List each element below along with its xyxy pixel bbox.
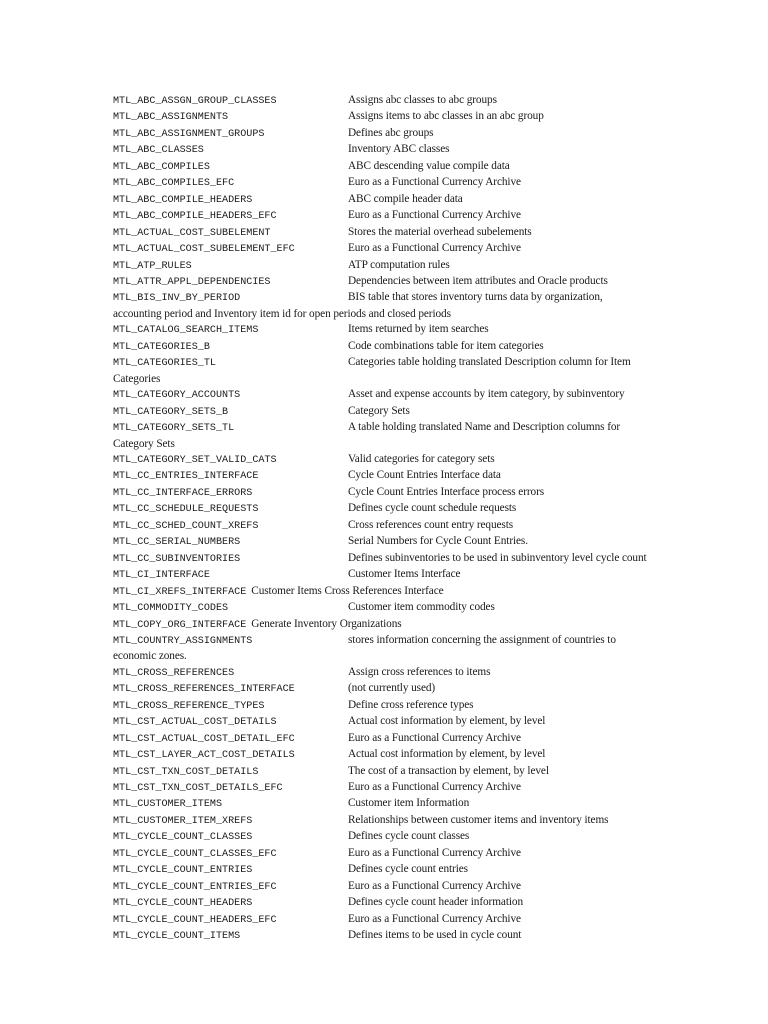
table-name: MTL_CATEGORY_SETS_B xyxy=(113,406,229,418)
list-item xyxy=(113,617,653,633)
table-description: ABC compile header data xyxy=(348,192,463,205)
table-name: MTL_CYCLE_COUNT_CLASSES_EFC xyxy=(113,848,277,860)
list-item xyxy=(113,731,653,747)
table-name: MTL_CATEGORIES_B xyxy=(113,341,210,353)
table-name: MTL_ATP_RULES xyxy=(113,260,192,272)
table-name: MTL_CC_ENTRIES_INTERFACE xyxy=(113,471,259,483)
table-description: Dependencies between item attributes and Oracle products xyxy=(348,274,608,287)
table-name: MTL_CATEGORY_SETS_TL xyxy=(113,423,235,435)
list-item xyxy=(113,846,653,862)
table-description: ATP computation rules xyxy=(348,258,450,271)
table-description: Items returned by item searches xyxy=(348,323,489,336)
table-name: MTL_ABC_ASSGN_GROUP_CLASSES xyxy=(113,96,277,107)
table-description: BIS table that stores inventory turns data by organization, accounting period and Inventory item id for open periods and closed periods xyxy=(113,291,603,320)
table-name: MTL_ATTR_APPL_DEPENDENCIES xyxy=(113,276,271,288)
table-description: Stores the material overhead subelements xyxy=(348,225,532,238)
table-description: Actual cost information by element, by level xyxy=(348,748,546,761)
table-name: MTL_CROSS_REFERENCES xyxy=(113,667,235,679)
table-name: MTL_ACTUAL_COST_SUBELEMENT_EFC xyxy=(113,244,295,256)
list-item xyxy=(113,928,653,944)
list-item xyxy=(113,274,653,290)
table-description: Valid categories for category sets xyxy=(348,452,495,465)
table-description: Defines cycle count header information xyxy=(348,896,523,909)
table-description: Euro as a Functional Currency Archive xyxy=(348,209,521,222)
table-name: MTL_ABC_COMPILE_HEADERS xyxy=(113,194,253,206)
table-description: A table holding translated Name and Description columns for Category Sets xyxy=(113,421,621,450)
table-description: (not currently used) xyxy=(348,682,436,695)
list-item xyxy=(113,404,653,420)
table-description: Cycle Count Entries Interface data xyxy=(348,469,501,482)
table-description: Assigns items to abc classes in an abc group xyxy=(348,110,544,123)
list-item xyxy=(113,747,653,763)
table-name: MTL_CYCLE_COUNT_CLASSES xyxy=(113,832,253,844)
list-item xyxy=(113,879,653,895)
table-description: Defines items to be used in cycle count xyxy=(348,929,522,942)
table-name: MTL_CUSTOMER_ITEM_XREFS xyxy=(113,815,253,827)
table-description: stores information concerning the assignment of countries to economic zones. xyxy=(113,633,616,663)
table-name: MTL_CYCLE_COUNT_HEADERS xyxy=(113,898,253,910)
table-description: Categories table holding translated Description column for Item Categories xyxy=(113,356,631,385)
table-name: MTL_CC_SCHEDULE_REQUESTS xyxy=(113,504,259,516)
list-item xyxy=(113,339,653,355)
table-name: MTL_CST_LAYER_ACT_COST_DETAILS xyxy=(113,750,295,762)
list-item xyxy=(113,468,653,484)
table-description: Define cross reference types xyxy=(348,698,474,711)
table-name: MTL_CUSTOMER_ITEMS xyxy=(113,799,223,811)
table-name: MTL_CST_ACTUAL_COST_DETAIL_EFC xyxy=(113,733,295,745)
list-item xyxy=(113,355,653,387)
list-item xyxy=(113,829,653,845)
list-item xyxy=(113,258,653,274)
list-item xyxy=(113,322,653,338)
list-item xyxy=(113,420,653,452)
table-description: Generate Inventory Organizations xyxy=(251,617,402,630)
table-name: MTL_CROSS_REFERENCES_INTERFACE xyxy=(113,684,295,696)
table-description: Cross references count entry requests xyxy=(348,518,514,531)
list-item xyxy=(113,241,653,257)
list-item xyxy=(113,796,653,812)
list-item xyxy=(113,175,653,191)
list-item xyxy=(113,93,653,109)
table-description: Customer item Information xyxy=(348,797,470,810)
table-name: MTL_CI_XREFS_INTERFACE xyxy=(113,586,247,598)
table-description: Relationships between customer items and inventory items xyxy=(348,813,609,826)
list-item xyxy=(113,551,653,567)
table-name: MTL_CI_INTERFACE xyxy=(113,570,210,582)
list-item xyxy=(113,208,653,224)
table-name: MTL_CATALOG_SEARCH_ITEMS xyxy=(113,325,259,337)
list-item xyxy=(113,813,653,829)
table-name: MTL_ACTUAL_COST_SUBELEMENT xyxy=(113,227,271,239)
table-description: Euro as a Functional Currency Archive xyxy=(348,846,521,859)
table-name: MTL_COMMODITY_CODES xyxy=(113,603,229,615)
list-item xyxy=(113,714,653,730)
table-name: MTL_CYCLE_COUNT_ENTRIES_EFC xyxy=(113,881,277,893)
table-description: Customer item commodity codes xyxy=(348,601,495,614)
list-item xyxy=(113,862,653,878)
list-item xyxy=(113,567,653,583)
table-name: MTL_ABC_ASSIGNMENTS xyxy=(113,112,229,124)
table-name: MTL_CATEGORIES_TL xyxy=(113,358,216,370)
table-description: Defines subinventories to be used in subinventory level cycle count xyxy=(348,551,647,564)
list-item xyxy=(113,485,653,501)
table-description: Defines abc groups xyxy=(348,126,434,139)
table-name: MTL_CC_INTERFACE_ERRORS xyxy=(113,487,253,499)
table-description: The cost of a transaction by element, by level xyxy=(348,764,549,777)
table-name: MTL_ABC_COMPILE_HEADERS_EFC xyxy=(113,211,277,223)
table-description: Inventory ABC classes xyxy=(348,143,450,156)
list-item xyxy=(113,518,653,534)
list-item xyxy=(113,126,653,142)
list-item xyxy=(113,109,653,125)
table-name: MTL_CYCLE_COUNT_HEADERS_EFC xyxy=(113,914,277,926)
table-description: Code combinations table for item categories xyxy=(348,339,544,352)
list-item xyxy=(113,387,653,403)
list-item xyxy=(113,912,653,928)
table-description: Defines cycle count schedule requests xyxy=(348,502,517,515)
table-name: MTL_CST_TXN_COST_DETAILS xyxy=(113,766,259,778)
table-name: MTL_COUNTRY_ASSIGNMENTS xyxy=(113,635,253,647)
table-name: MTL_ABC_COMPILES_EFC xyxy=(113,178,235,190)
table-name: MTL_CC_SUBINVENTORIES xyxy=(113,553,241,565)
list-item xyxy=(113,142,653,158)
table-name: MTL_BIS_INV_BY_PERIOD xyxy=(113,293,241,305)
table-name: MTL_CROSS_REFERENCE_TYPES xyxy=(113,700,265,712)
table-description: ABC descending value compile data xyxy=(348,159,510,172)
table-description: Defines cycle count entries xyxy=(348,863,468,876)
table-description: Customer Items Interface xyxy=(348,568,461,581)
table-name: MTL_CATEGORY_SET_VALID_CATS xyxy=(113,454,277,466)
table-name: MTL_ABC_ASSIGNMENT_GROUPS xyxy=(113,128,265,140)
table-description: Customer Items Cross References Interface xyxy=(251,584,444,597)
table-name: MTL_CYCLE_COUNT_ITEMS xyxy=(113,931,241,943)
table-name: MTL_CC_SCHED_COUNT_XREFS xyxy=(113,520,259,532)
list-item xyxy=(113,584,653,600)
list-item xyxy=(113,633,653,665)
table-description: Euro as a Functional Currency Archive xyxy=(348,781,521,794)
table-description: Serial Numbers for Cycle Count Entries. xyxy=(348,535,528,548)
list-item xyxy=(113,698,653,714)
table-description: Euro as a Functional Currency Archive xyxy=(348,912,521,925)
table-description: Euro as a Functional Currency Archive xyxy=(348,242,521,255)
table-name: MTL_CYCLE_COUNT_ENTRIES xyxy=(113,865,253,877)
table-description-list xyxy=(113,93,653,945)
table-description: Cycle Count Entries Interface process errors xyxy=(348,485,545,498)
table-description: Category Sets xyxy=(348,404,410,417)
table-description: Defines cycle count classes xyxy=(348,830,470,843)
table-description: Assign cross references to items xyxy=(348,665,491,678)
table-description: Assigns abc classes to abc groups xyxy=(348,94,497,106)
list-item xyxy=(113,600,653,616)
list-item xyxy=(113,681,653,697)
list-item xyxy=(113,452,653,468)
table-name: MTL_CST_TXN_COST_DETAILS_EFC xyxy=(113,783,283,795)
table-description: Actual cost information by element, by level xyxy=(348,715,546,728)
list-item xyxy=(113,780,653,796)
list-item xyxy=(113,290,653,322)
list-item xyxy=(113,225,653,241)
table-description: Euro as a Functional Currency Archive xyxy=(348,176,521,189)
table-description: Euro as a Functional Currency Archive xyxy=(348,879,521,892)
list-item xyxy=(113,159,653,175)
list-item xyxy=(113,192,653,208)
list-item xyxy=(113,764,653,780)
table-name: MTL_CST_ACTUAL_COST_DETAILS xyxy=(113,717,277,729)
table-name: MTL_COPY_ORG_INTERFACE xyxy=(113,619,247,631)
table-name: MTL_ABC_COMPILES xyxy=(113,161,210,173)
list-item xyxy=(113,895,653,911)
list-item xyxy=(113,665,653,681)
table-name: MTL_CC_SERIAL_NUMBERS xyxy=(113,537,241,549)
table-description: Euro as a Functional Currency Archive xyxy=(348,731,521,744)
table-description: Asset and expense accounts by item category, by subinventory xyxy=(348,388,625,401)
list-item xyxy=(113,501,653,517)
list-item xyxy=(113,534,653,550)
table-name: MTL_CATEGORY_ACCOUNTS xyxy=(113,390,241,402)
table-name: MTL_ABC_CLASSES xyxy=(113,145,204,157)
